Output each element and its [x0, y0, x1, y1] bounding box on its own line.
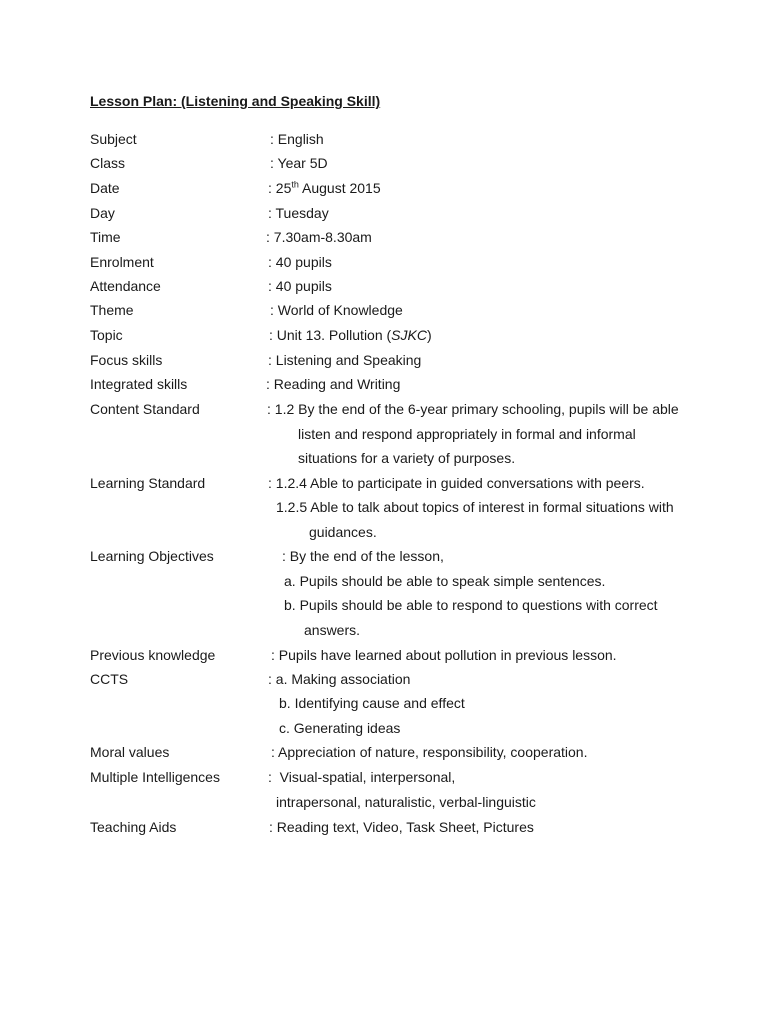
previous-knowledge-label: Previous knowledge	[90, 647, 216, 663]
learning-objectives-line: answers.	[304, 622, 361, 638]
topic-value-close: )	[426, 327, 432, 343]
integrated-skills-value: : Reading and Writing	[266, 376, 401, 392]
content-standard-line: situations for a variety of purposes.	[298, 450, 516, 466]
focus-skills-value: : Listening and Speaking	[268, 352, 422, 368]
topic-label: Topic	[90, 327, 123, 343]
multiple-intelligences-line: : Visual-spatial, interpersonal,	[268, 769, 456, 785]
integrated-skills-label: Integrated skills	[90, 376, 188, 392]
moral-values-label: Moral values	[90, 744, 170, 760]
attendance-value: : 40 pupils	[268, 278, 332, 294]
day-label: Day	[90, 205, 115, 221]
topic-value-italic: SJKC	[391, 327, 427, 343]
class-label: Class	[90, 155, 126, 171]
subject-value: : English	[270, 131, 324, 147]
date-value-day: : 25	[268, 180, 292, 196]
enrolment-label: Enrolment	[90, 254, 154, 270]
topic-value-main: : Unit 13. Pollution (	[269, 327, 392, 343]
enrolment-value: : 40 pupils	[268, 254, 332, 270]
multiple-intelligences-line: intrapersonal, naturalistic, verbal-linguistic	[276, 794, 536, 810]
learning-objectives-line: a. Pupils should be able to speak simple sentences.	[284, 573, 606, 589]
content-standard-label: Content Standard	[90, 401, 200, 417]
focus-skills-label: Focus skills	[90, 352, 163, 368]
time-label: Time	[90, 229, 121, 245]
content-standard-line: : 1.2 By the end of the 6-year primary schooling, pupils will be able	[267, 401, 679, 417]
attendance-label: Attendance	[90, 278, 161, 294]
learning-standard-line: : 1.2.4 Able to participate in guided conversations with peers.	[268, 475, 645, 491]
ccts-line: b. Identifying cause and effect	[279, 695, 465, 711]
moral-values-value: : Appreciation of nature, responsibility, cooperation.	[271, 744, 588, 760]
date-value	[268, 180, 381, 196]
teaching-aids-label: Teaching Aids	[90, 819, 177, 835]
teaching-aids-value: : Reading text, Video, Task Sheet, Pictures	[269, 819, 534, 835]
learning-objectives-line: : By the end of the lesson,	[282, 548, 444, 564]
ccts-line: : a. Making association	[268, 671, 411, 687]
theme-label: Theme	[90, 302, 134, 318]
ccts-line: c. Generating ideas	[279, 720, 401, 736]
subject-label: Subject	[90, 131, 137, 147]
theme-value: : World of Knowledge	[270, 302, 403, 318]
ccts-label: CCTS	[90, 671, 129, 687]
date-value-month-year: August 2015	[298, 180, 381, 196]
date-label: Date	[90, 180, 120, 196]
learning-standard-label: Learning Standard	[90, 475, 206, 491]
learning-standard-line: guidances.	[309, 524, 377, 540]
learning-objectives-label: Learning Objectives	[90, 548, 214, 564]
date-value-ordinal: th	[291, 179, 299, 190]
day-value: : Tuesday	[268, 205, 329, 221]
learning-standard-line: 1.2.5 Able to talk about topics of interest in formal situations with	[276, 499, 674, 515]
learning-objectives-line: b. Pupils should be able to respond to questions with correct	[284, 597, 658, 613]
time-value: : 7.30am-8.30am	[266, 229, 372, 245]
topic-value	[269, 327, 432, 343]
content-standard-line: listen and respond appropriately in formal and informal	[298, 426, 636, 442]
class-value: : Year 5D	[270, 155, 328, 171]
previous-knowledge-value: : Pupils have learned about pollution in previous lesson.	[271, 647, 617, 663]
page-title: Lesson Plan: (Listening and Speaking Skill)	[90, 93, 381, 109]
multiple-intelligences-label: Multiple Intelligences	[90, 769, 220, 785]
